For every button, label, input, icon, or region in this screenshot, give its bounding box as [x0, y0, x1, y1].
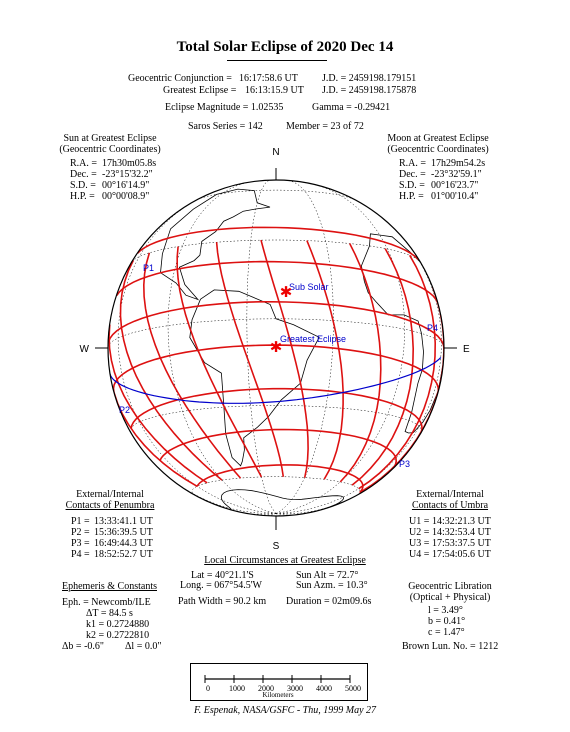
sun-label: S.D. = — [70, 180, 96, 191]
sun-label: R.A. = — [70, 158, 98, 169]
eclipse-magnitude: Eclipse Magnitude = 1.02535 — [165, 102, 284, 113]
penumbra-parallel — [138, 227, 419, 259]
greatest-eclipse-time: 16:13:15.9 UT — [245, 85, 304, 96]
north-label: N — [272, 147, 280, 158]
scale-tick-label: 4000 — [316, 684, 332, 693]
scale-tick-label: 5000 — [345, 684, 361, 693]
moon-label: Dec. = — [399, 169, 426, 180]
latitude-line — [192, 477, 360, 496]
contact-time: 17:53:37.5 UT — [432, 538, 491, 549]
ephemeris-eph: Eph. = Newcomb/ILE — [62, 597, 151, 608]
coastline — [361, 234, 443, 433]
sun-value: 00°16'14.9" — [102, 180, 150, 191]
coastline — [221, 490, 343, 511]
libration-b: b = 0.41° — [428, 616, 466, 627]
p1-label: P1 — [143, 263, 155, 273]
scale-tick-label: 1000 — [229, 684, 245, 693]
conjunction-jd: J.D. = 2459198.179151 — [322, 73, 417, 84]
conjunction-label: Geocentric Conjunction = — [128, 73, 232, 84]
greatest-eclipse-marker — [270, 339, 283, 356]
greatest-eclipse-label: Greatest Eclipse — [280, 334, 347, 344]
moon-value: 00°16'23.7" — [431, 180, 479, 191]
contact-label: U3 = — [409, 538, 430, 549]
contact-label: P4 = — [71, 549, 90, 560]
contact-label: P1 = — [71, 516, 90, 527]
local-long: Long. = 067°54.5'W — [180, 580, 262, 591]
credit-footer: F. Espenak, NASA/GSFC - Thu, 1999 May 27 — [193, 705, 377, 716]
scale-unit: Kilometers — [262, 691, 294, 699]
contact-label: U4 = — [409, 549, 430, 560]
penumbra-meridian — [352, 249, 413, 486]
penumbra-parallel — [197, 465, 363, 493]
contact-label: U1 = — [409, 516, 430, 527]
saros-series: Saros Series = 142 — [188, 121, 263, 132]
penumbra-meridian — [307, 241, 343, 480]
moon-value: 01°00'10.4" — [431, 191, 479, 202]
contact-time: 14:32:53.4 UT — [432, 527, 491, 538]
p4-label: P4 — [427, 323, 439, 333]
coastline — [161, 189, 271, 299]
contact-time: 17:54:05.6 UT — [432, 549, 491, 560]
scale-tick-label: 3000 — [287, 684, 303, 693]
penumbra-meridian — [340, 244, 381, 482]
svg-text:✱: ✱ — [269, 339, 283, 356]
central-line — [110, 357, 441, 403]
conjunction-time: 16:17:58.6 UT — [239, 73, 298, 84]
east-label: E — [463, 344, 470, 355]
ephemeris-title: Ephemeris & Constants — [62, 581, 157, 592]
local-path-width: Path Width = 90.2 km — [178, 596, 267, 607]
libration-c: c = 1.47° — [428, 627, 465, 638]
contact-label: P3 = — [71, 538, 90, 549]
penumbra-title: External/Internal — [76, 489, 144, 500]
contact-time: 15:36:39.5 UT — [94, 527, 153, 538]
scale-tick-label: 0 — [206, 684, 210, 693]
moon-title: Moon at Greatest Eclipse — [387, 133, 489, 144]
sub-solar-label: Sub Solar — [289, 282, 329, 292]
sun-title: Sun at Greatest Eclipse — [63, 133, 157, 144]
ephemeris-k2: k2 = 0.2722810 — [86, 630, 150, 641]
scale-tick-label: 2000 — [258, 684, 274, 693]
contact-time: 14:32:21.3 UT — [432, 516, 491, 527]
umbra-title: External/Internal — [416, 489, 484, 500]
latitude-line — [197, 190, 355, 200]
page-title: Total Solar Eclipse of 2020 Dec 14 — [176, 39, 394, 55]
ephemeris-delta-t: ΔT = 84.5 s — [86, 608, 133, 619]
latitude-line — [132, 240, 421, 262]
moon-label: H.P. = — [399, 191, 424, 202]
ephemeris-k1: k1 = 0.2724880 — [86, 619, 150, 630]
eclipse-path-grid — [109, 227, 444, 492]
sun-value: 17h30m05.8s — [102, 158, 157, 169]
contact-time: 18:52:52.7 UT — [94, 549, 153, 560]
south-label: S — [272, 541, 280, 552]
svg-text:✱: ✱ — [279, 284, 293, 301]
local-lat: Lat = 40°21.1'S — [191, 570, 254, 581]
penumbra-meridian — [261, 240, 308, 478]
local-sun-alt: Sun Alt = 72.7° — [296, 570, 359, 581]
local-circumstances-title: Local Circumstances at Greatest Eclipse — [204, 555, 366, 566]
contact-time: 16:49:44.3 UT — [94, 538, 153, 549]
moon-value: 17h29m54.2s — [431, 158, 486, 169]
umbra-subtitle: Contacts of Umbra — [411, 500, 489, 511]
greatest-eclipse-jd: J.D. = 2459198.175878 — [322, 85, 417, 96]
libration-l: l = 3.49° — [428, 605, 463, 616]
moon-label: S.D. = — [399, 180, 425, 191]
contact-label: U2 = — [409, 527, 430, 538]
contact-time: 13:33:41.1 UT — [94, 516, 153, 527]
moon-subtitle: (Geocentric Coordinates) — [387, 144, 489, 155]
penumbra-meridian — [217, 242, 284, 477]
ephemeris-delta-b: Δb = -0.6" — [62, 641, 104, 652]
libration-title: Geocentric Libration — [408, 581, 492, 592]
local-sun-azm: Sun Azm. = 10.3° — [296, 580, 368, 591]
sun-value: 00°00'08.9" — [102, 191, 150, 202]
sun-label: Dec. = — [70, 169, 97, 180]
sun-subtitle: (Geocentric Coordinates) — [59, 144, 161, 155]
local-duration: Duration = 02m09.6s — [286, 596, 372, 607]
sun-value: -23°15'32.2" — [102, 169, 153, 180]
contact-label: P2 = — [71, 527, 90, 538]
libration-subtitle: (Optical + Physical) — [409, 592, 491, 603]
sun-label: H.P. = — [70, 191, 95, 202]
p3-label: P3 — [399, 459, 411, 469]
saros-member: Member = 23 of 72 — [286, 121, 364, 132]
longitude-line — [276, 234, 441, 514]
ephemeris-delta-l: Δl = 0.0" — [125, 641, 162, 652]
sub-solar-marker — [280, 284, 293, 301]
moon-value: -23°32'59.1" — [431, 169, 482, 180]
gamma: Gamma = -0.29421 — [312, 102, 391, 113]
moon-label: R.A. = — [399, 158, 427, 169]
p2-label: P2 — [119, 405, 131, 415]
greatest-eclipse-label: Greatest Eclipse = — [163, 85, 237, 96]
west-label: W — [79, 344, 89, 355]
penumbra-subtitle: Contacts of Penumbra — [65, 500, 155, 511]
penumbra-meridian — [144, 253, 241, 478]
brown-lunation-number: Brown Lun. No. = 1212 — [402, 641, 499, 652]
